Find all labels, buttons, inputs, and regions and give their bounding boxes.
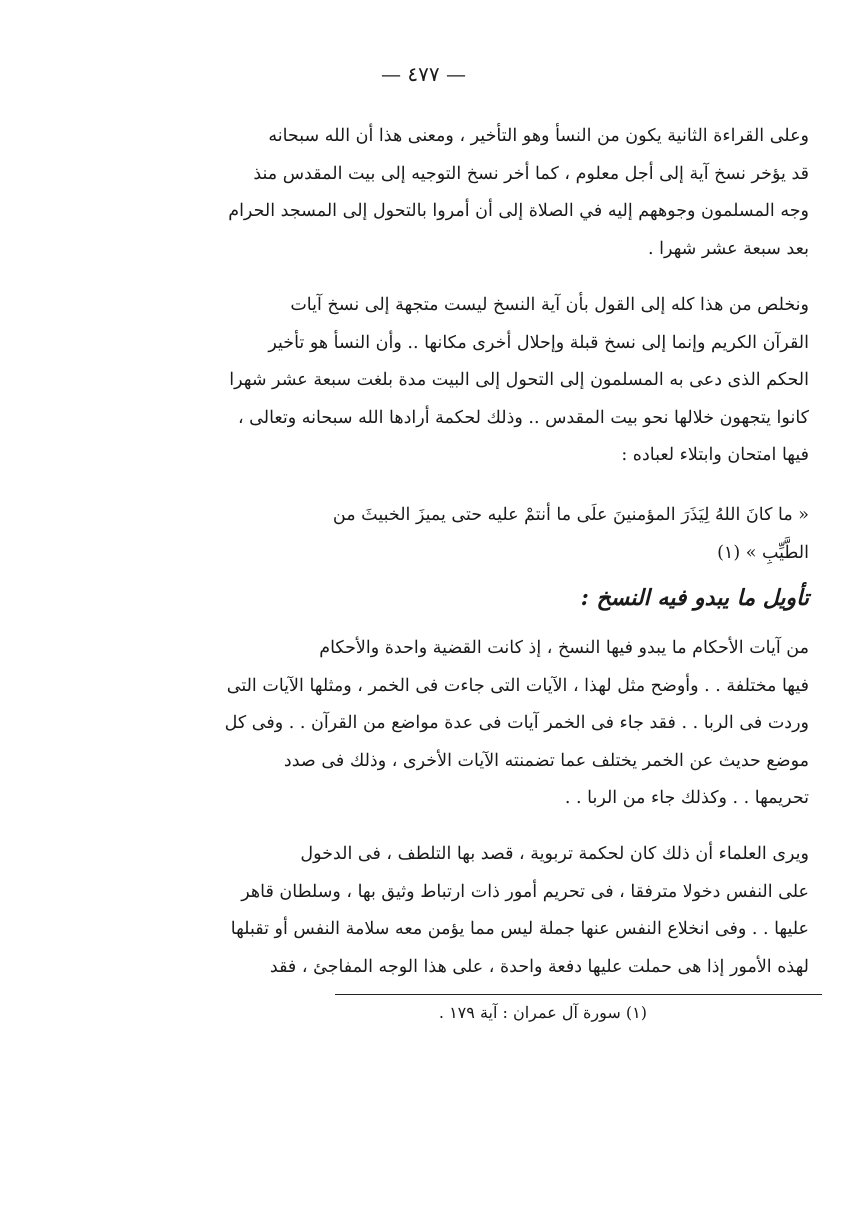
text-line: وعلى القراءة الثانية يكون من النسأ وهو التأخير ، ومعنى هذا أن الله سبحانه xyxy=(268,126,809,146)
text-line: كانوا يتجهون خلالها نحو بيت المقدس .. وذلك لحكمة أرادها الله سبحانه وتعالى ، xyxy=(237,407,809,428)
verse-line: « ما كانَ اللهُ لِيَذَرَ المؤمنينَ علَى ما أنتمْ عليه حتى يميزَ الخبيثَ من xyxy=(332,505,809,525)
text-line: ونخلص من هذا كله إلى القول بأن آية النسخ ليست متجهة إلى نسخ آيات xyxy=(290,295,809,315)
text-line: فيها امتحان وابتلاء لعباده : xyxy=(621,445,809,465)
text-line: القرآن الكريم وإنما إلى نسخ قبلة وإحلال أخرى مكانها .. وأن النسأ هو تأخير xyxy=(268,332,809,353)
verse-line: الطَّيِّبِ » (١) xyxy=(717,542,809,563)
page-number: — ٤٧٧ — xyxy=(381,62,466,86)
text-line: لهذه الأمور إذا هى حملت عليها دفعة واحدة ، على هذا الوجه المفاجئ ، فقد xyxy=(269,956,809,977)
section-heading: تأويل ما يبدو فيه النسخ : xyxy=(580,585,809,611)
footnote-divider xyxy=(335,994,822,995)
text-line: الحكم الذى دعى به المسلمون إلى التحول إلى البيت مدة بلغت سبعة عشر شهرا xyxy=(229,370,809,390)
footnote: (١) سورة آل عمران : آية ١٧٩ . xyxy=(438,1003,647,1022)
text-line: تحريمها . . وكذلك جاء من الربا . . xyxy=(564,788,809,808)
text-line: فيها مختلفة . . وأوضح مثل لهذا ، الآيات التى جاءت فى الخمر ، ومثلها الآيات التى xyxy=(226,675,809,696)
text-line: وردت فى الربا . . فقد جاء فى الخمر آيات فى عدة مواضع من القرآن . . وفى كل xyxy=(224,713,809,733)
text-line: عليها . . وفى انخلاع النفس عنها جملة ليس مما يؤمن معه سلامة النفس أو تقبلها xyxy=(230,919,809,939)
paragraph-conclusion xyxy=(109,287,809,475)
text-line: على النفس دخولا مترفقا ، فى تحريم أمور ذات ارتباط وثيق بها ، وسلطان قاهر xyxy=(241,881,809,902)
text-line: وجه المسلمون وجوههم إليه في الصلاة إلى أن أمروا بالتحول إلى المسجد الحرام xyxy=(228,201,809,221)
paragraph-nasa-delay xyxy=(109,118,809,268)
paragraph-scholars xyxy=(109,836,809,986)
text-line: موضع حديث عن الخمر يختلف عما تضمنته الآيات الأخرى ، وذلك فى صدد xyxy=(283,750,809,771)
quran-verse-quote xyxy=(109,497,809,572)
text-line: من آيات الأحكام ما يبدو فيها النسخ ، إذ كانت القضية واحدة والأحكام xyxy=(319,638,809,658)
text-line: قد يؤخر نسخ آية إلى أجل معلوم ، كما أخر نسخ التوجيه إلى بيت المقدس منذ xyxy=(253,163,809,184)
text-line: بعد سبعة عشر شهرا . xyxy=(647,238,809,259)
paragraph-rulings xyxy=(109,630,809,818)
text-line: ويرى العلماء أن ذلك كان لحكمة تربوية ، قصد بها التلطف ، فى الدخول xyxy=(300,844,809,864)
